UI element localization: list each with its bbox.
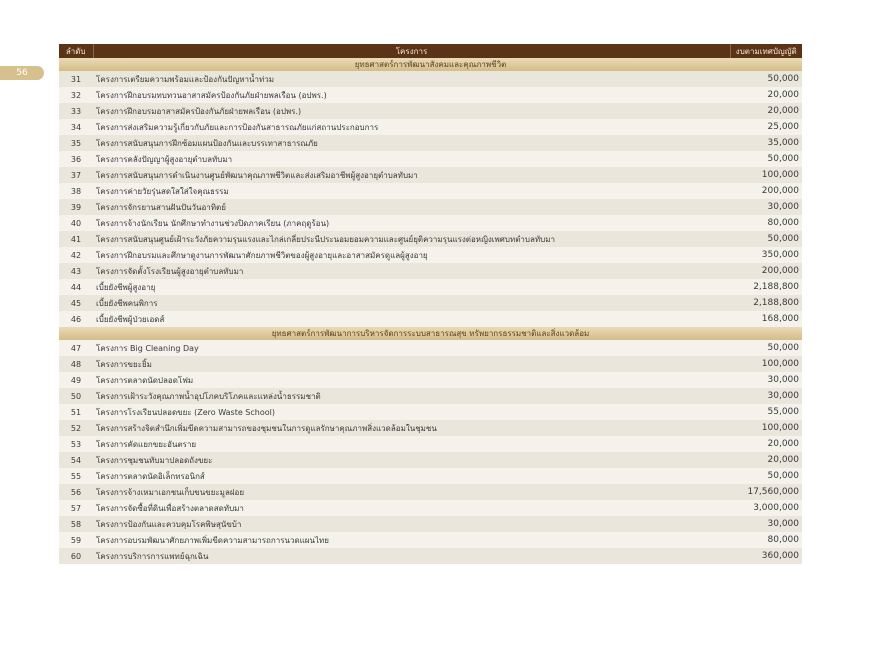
page-number: 56 [0,66,44,80]
row-number: 54 [59,452,93,468]
row-number: 47 [59,340,93,356]
row-number: 45 [59,295,93,311]
section-header [59,327,802,340]
row-number: 56 [59,484,93,500]
row-number: 53 [59,436,93,452]
table-row [59,135,802,151]
table-row [59,388,802,404]
row-amount: 200,000 [730,183,802,199]
row-project: โครงการชุมชนทับมาปลอดถังขยะ [93,452,730,468]
row-amount: 350,000 [730,247,802,263]
table-row [59,215,802,231]
row-project: โครงการเฝ้าระวังคุณภาพน้ำอุปโภคบริโภคและแหล่งน้ำธรรมชาติ [93,388,730,404]
row-amount: 100,000 [730,167,802,183]
row-number: 52 [59,420,93,436]
row-project: เบี้ยยังชีพผู้ป่วยเอดส์ [93,311,730,327]
table-row [59,279,802,295]
row-amount: 30,000 [730,372,802,388]
row-project: โครงการสร้างจิตสำนึกเพิ่มขีดความสามารถของชุมชนในการดูแลรักษาคุณภาพสิ่งแวดล้อมในชุมชน [93,420,730,436]
row-amount: 80,000 [730,532,802,548]
row-amount: 30,000 [730,516,802,532]
row-number: 57 [59,500,93,516]
row-amount: 3,000,000 [730,500,802,516]
table-row [59,151,802,167]
table-header [59,44,802,58]
row-amount: 200,000 [730,263,802,279]
row-project: โครงการอบรมพัฒนาศักยภาพเพิ่มขีดความสามารถการนวดแผนไทย [93,532,730,548]
table-row [59,199,802,215]
table-row [59,167,802,183]
row-project: โครงการบริการการแพทย์ฉุกเฉิน [93,548,730,564]
row-amount: 25,000 [730,119,802,135]
row-amount: 80,000 [730,215,802,231]
row-number: 40 [59,215,93,231]
row-project: โครงการคัดแยกขยะอันตราย [93,436,730,452]
table-row [59,119,802,135]
table-row [59,532,802,548]
row-project: โครงการป้องกันและควบคุมโรคพิษสุนัขบ้า [93,516,730,532]
section-title: ยุทธศาสตร์การพัฒนาสังคมและคุณภาพชีวิต [59,58,802,71]
row-amount: 20,000 [730,87,802,103]
row-amount: 20,000 [730,452,802,468]
section-title: ยุทธศาสตร์การพัฒนาการบริหารจัดการระบบสาธารณสุข ทรัพยากรธรรมชาติและสิ่งแวดล้อม [59,327,802,340]
row-number: 39 [59,199,93,215]
row-amount: 100,000 [730,356,802,372]
table-row [59,247,802,263]
row-amount: 50,000 [730,231,802,247]
row-project: โครงการขยะยิ้ม [93,356,730,372]
row-project: โครงการตลาดนัดอิเล็กทรอนิกส์ [93,468,730,484]
row-project: โครงการสนับสนุนการดำเนินงานศูนย์พัฒนาคุณภาพชีวิตและส่งเสริมอาชีพผู้สูงอายุตำบลทับมา [93,167,730,183]
row-amount: 50,000 [730,340,802,356]
table-row [59,231,802,247]
table-row [59,436,802,452]
header-project: โครงการ [93,44,730,58]
row-amount: 55,000 [730,404,802,420]
row-number: 43 [59,263,93,279]
table-row [59,263,802,279]
row-project: เบี้ยยังชีพผู้สูงอายุ [93,279,730,295]
row-number: 36 [59,151,93,167]
table-row [59,340,802,356]
row-number: 44 [59,279,93,295]
row-number: 33 [59,103,93,119]
table-row [59,420,802,436]
row-amount: 30,000 [730,388,802,404]
row-number: 46 [59,311,93,327]
table-row [59,452,802,468]
row-project: โครงการจัดตั้งโรงเรียนผู้สูงอายุตำบลทับมา [93,263,730,279]
row-number: 41 [59,231,93,247]
table-row [59,295,802,311]
table-row [59,500,802,516]
row-number: 58 [59,516,93,532]
row-number: 32 [59,87,93,103]
row-number: 31 [59,71,93,87]
row-amount: 17,560,000 [730,484,802,500]
row-project: โครงการสนับสนุนศูนย์เฝ้าระวังภัยความรุนแรงและไกล่เกลี่ยประนีประนอมยอมความและศูนย์ยุติความรุนแรงต่อหญิงเพศบทตำบลทับมา [93,231,730,247]
row-amount: 50,000 [730,468,802,484]
row-amount: 50,000 [730,71,802,87]
row-number: 48 [59,356,93,372]
row-number: 35 [59,135,93,151]
table-row [59,468,802,484]
row-project: โครงการส่งเสริมความรู้เกี่ยวกับภัยและการป้องกันสาธารณภัยแก่สถานประกอบการ [93,119,730,135]
row-project: โครงการคลังปัญญาผู้สูงอายุตำบลทับมา [93,151,730,167]
row-project: โครงการฝึกอบรมทบทวนอาสาสมัครป้องกันภัยฝ่ายพลเรือน (อปพร.) [93,87,730,103]
table-row [59,71,802,87]
table-row [59,372,802,388]
row-project: โครงการค่ายวัยรุ่นสดใสใส่ใจคุณธรรม [93,183,730,199]
row-project: โครงการฝึกอบรมอาสาสมัครป้องกันภัยฝ่ายพลเรือน (อปพร.) [93,103,730,119]
row-number: 42 [59,247,93,263]
row-project: โครงการตลาดนัดปลอดโฟม [93,372,730,388]
row-project: โครงการโรงเรียนปลอดขยะ (Zero Waste School) [93,404,730,420]
row-number: 37 [59,167,93,183]
row-number: 34 [59,119,93,135]
row-project: เบี้ยยังชีพคนพิการ [93,295,730,311]
table-row [59,183,802,199]
table-row [59,548,802,564]
row-amount: 2,188,800 [730,279,802,295]
row-project: โครงการฝึกอบรมและศึกษาดูงานการพัฒนาศักยภาพชีวิตของผู้สูงอายุและอาสาสมัครดูแลผู้สูงอายุ [93,247,730,263]
table-row [59,103,802,119]
row-amount: 35,000 [730,135,802,151]
table-row [59,356,802,372]
section-header [59,58,802,71]
row-amount: 360,000 [730,548,802,564]
row-project: โครงการเตรียมความพร้อมและป้องกันปัญหาน้ำท่วม [93,71,730,87]
table-row [59,404,802,420]
header-no: ลำดับ [59,44,93,58]
row-amount: 2,188,800 [730,295,802,311]
budget-table [59,44,802,564]
row-project: โครงการสนับสนุนการฝึกซ้อมแผนป้องกันและบรรเทาสาธารณภัย [93,135,730,151]
header-amount: งบตามเทศบัญญัติ [730,44,802,58]
row-number: 51 [59,404,93,420]
row-project: โครงการจักรยานสานฝันปันวันอาทิตย์ [93,199,730,215]
table-row [59,484,802,500]
row-amount: 20,000 [730,103,802,119]
row-number: 50 [59,388,93,404]
row-project: โครงการ Big Cleaning Day [93,340,730,356]
row-amount: 100,000 [730,420,802,436]
row-amount: 50,000 [730,151,802,167]
row-number: 59 [59,532,93,548]
row-project: โครงการจ้างนักเรียน นักศึกษาทำงานช่วงปิดภาคเรียน (ภาคฤดูร้อน) [93,215,730,231]
row-number: 49 [59,372,93,388]
table-row [59,516,802,532]
row-number: 38 [59,183,93,199]
table-row [59,311,802,327]
table-row [59,87,802,103]
row-number: 55 [59,468,93,484]
row-amount: 30,000 [730,199,802,215]
row-number: 60 [59,548,93,564]
row-project: โครงการจัดซื้อที่ดินเพื่อสร้างตลาดสดทับมา [93,500,730,516]
row-amount: 168,000 [730,311,802,327]
row-amount: 20,000 [730,436,802,452]
row-project: โครงการจ้างเหมาเอกชนเก็บขนขยะมูลฝอย [93,484,730,500]
